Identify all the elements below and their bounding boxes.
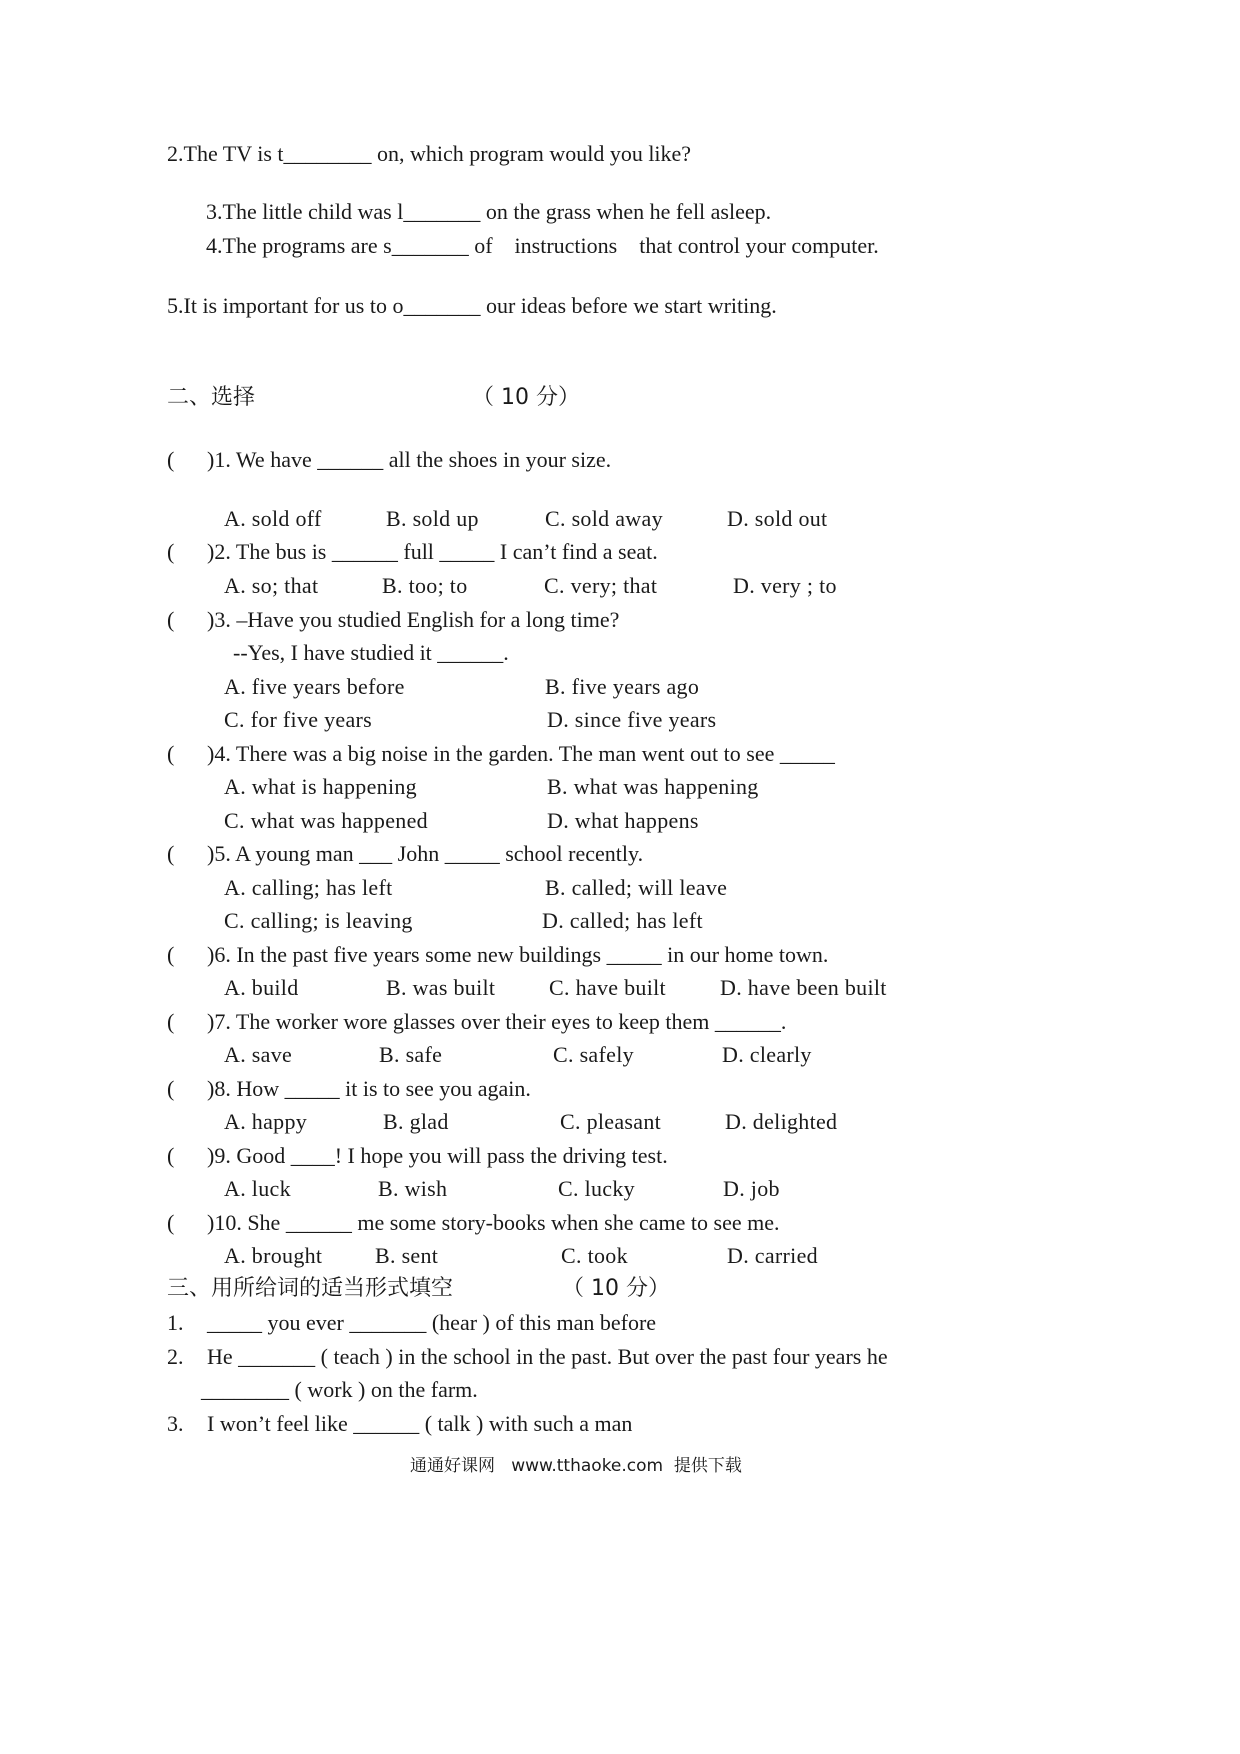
mc-q10-option-c: C. took bbox=[561, 1243, 628, 1268]
verb-form-q2-text-cont: ________ ( work ) on the farm. bbox=[201, 1377, 478, 1402]
verb-form-q2-text: He _______ ( teach ) in the school in the past. But over the past four years he bbox=[207, 1344, 888, 1369]
mc-q1-option-c: C. sold away bbox=[545, 506, 663, 531]
mc-q4-option-c: C. what was happened bbox=[224, 808, 428, 833]
mc-q3-stem-reply: --Yes, I have studied it ______. bbox=[233, 640, 509, 665]
answer-paren: ( bbox=[167, 741, 175, 766]
answer-paren: ( bbox=[167, 539, 175, 564]
answer-paren: ( bbox=[167, 447, 175, 472]
mc-q9-option-a: A. luck bbox=[224, 1176, 291, 1201]
mc-q3-stem: )3. –Have you studied English for a long time? bbox=[207, 607, 620, 632]
verb-form-q1-number: 1. bbox=[167, 1310, 184, 1335]
mc-q8-option-c: C. pleasant bbox=[560, 1109, 662, 1134]
mc-q1-option-b: B. sold up bbox=[386, 506, 479, 531]
fill-blank-q4: 4.The programs are s_______ of instructions that control your computer. bbox=[206, 233, 879, 258]
mc-q7-option-c: C. safely bbox=[553, 1042, 634, 1067]
mc-q10-option-b: B. sent bbox=[375, 1243, 439, 1268]
mc-q4-option-b: B. what was happening bbox=[547, 774, 759, 799]
verb-form-q2-number: 2. bbox=[167, 1344, 184, 1369]
mc-q10-option-d: D. carried bbox=[727, 1243, 818, 1268]
mc-q7-option-b: B. safe bbox=[379, 1042, 443, 1067]
section2-score: （ 10 分） bbox=[472, 385, 580, 410]
mc-q5-option-a: A. calling; has left bbox=[224, 875, 393, 900]
verb-form-q3-text: I won’t feel like ______ ( talk ) with such a man bbox=[207, 1411, 633, 1436]
mc-q2-option-a: A. so; that bbox=[224, 573, 319, 598]
mc-q3-option-c: C. for five years bbox=[224, 707, 373, 732]
mc-q7-option-d: D. clearly bbox=[722, 1042, 812, 1067]
mc-q1-option-a: A. sold off bbox=[224, 506, 322, 531]
mc-q6-option-a: A. build bbox=[224, 975, 299, 1000]
mc-q7-option-a: A. save bbox=[224, 1042, 293, 1067]
mc-q5-option-d: D. called; has left bbox=[542, 908, 703, 933]
answer-paren: ( bbox=[167, 841, 175, 866]
mc-q5-option-b: B. called; will leave bbox=[545, 875, 728, 900]
answer-paren: ( bbox=[167, 942, 175, 967]
verb-form-q1-text: _____ you ever _______ (hear ) of this man before bbox=[207, 1310, 657, 1335]
mc-q8-option-b: B. glad bbox=[383, 1109, 449, 1134]
fill-blank-q5: 5.It is important for us to o_______ our ideas before we start writing. bbox=[167, 293, 777, 318]
mc-q6-option-c: C. have built bbox=[549, 975, 666, 1000]
fill-blank-q3: 3.The little child was l_______ on the grass when he fell asleep. bbox=[206, 199, 772, 224]
mc-q3-option-d: D. since five years bbox=[547, 707, 717, 732]
mc-q9-option-c: C. lucky bbox=[558, 1176, 635, 1201]
mc-q6-option-b: B. was built bbox=[386, 975, 496, 1000]
mc-q5-stem: )5. A young man ___ John _____ school recently. bbox=[207, 841, 644, 866]
mc-q4-stem: )4. There was a big noise in the garden. The man went out to see _____ bbox=[207, 741, 835, 766]
mc-q5-option-c: C. calling; is leaving bbox=[224, 908, 413, 933]
verb-form-q3-number: 3. bbox=[167, 1411, 184, 1436]
mc-q10-stem: )10. She ______ me some story-books when she came to see me. bbox=[207, 1210, 780, 1235]
section3-heading: 三、用所给词的适当形式填空 bbox=[167, 1276, 454, 1301]
answer-paren: ( bbox=[167, 607, 175, 632]
mc-q3-option-b: B. five years ago bbox=[545, 674, 700, 699]
mc-q2-option-b: B. too; to bbox=[382, 573, 468, 598]
mc-q8-option-d: D. delighted bbox=[725, 1109, 838, 1134]
mc-q6-stem: )6. In the past five years some new buildings _____ in our home town. bbox=[207, 942, 829, 967]
mc-q1-option-d: D. sold out bbox=[727, 506, 828, 531]
mc-q4-option-d: D. what happens bbox=[547, 808, 699, 833]
mc-q2-option-c: C. very; that bbox=[544, 573, 658, 598]
answer-paren: ( bbox=[167, 1210, 175, 1235]
mc-q4-option-a: A. what is happening bbox=[224, 774, 417, 799]
mc-q7-stem: )7. The worker wore glasses over their eyes to keep them ______. bbox=[207, 1009, 787, 1034]
mc-q1-stem: )1. We have ______ all the shoes in your size. bbox=[207, 447, 612, 472]
mc-q8-option-a: A. happy bbox=[224, 1109, 308, 1134]
mc-q2-option-d: D. very ; to bbox=[733, 573, 837, 598]
mc-q9-option-d: D. job bbox=[723, 1176, 780, 1201]
answer-paren: ( bbox=[167, 1076, 175, 1101]
mc-q10-option-a: A. brought bbox=[224, 1243, 323, 1268]
answer-paren: ( bbox=[167, 1009, 175, 1034]
mc-q9-option-b: B. wish bbox=[378, 1176, 448, 1201]
mc-q9-stem: )9. Good ____! I hope you will pass the driving test. bbox=[207, 1143, 668, 1168]
answer-paren: ( bbox=[167, 1143, 175, 1168]
mc-q3-option-a: A. five years before bbox=[224, 674, 405, 699]
fill-blank-q2: 2.The TV is t________ on, which program would you like? bbox=[167, 141, 692, 166]
section2-heading: 二、选择 bbox=[167, 385, 256, 410]
section3-score: （ 10 分） bbox=[562, 1276, 670, 1301]
mc-q8-stem: )8. How _____ it is to see you again. bbox=[207, 1076, 531, 1101]
mc-q6-option-d: D. have been built bbox=[720, 975, 887, 1000]
page-footer: 通通好课网 www.tthaoke.com 提供下载 bbox=[410, 1456, 742, 1476]
mc-q2-stem: )2. The bus is ______ full _____ I can’t find a seat. bbox=[207, 539, 658, 564]
